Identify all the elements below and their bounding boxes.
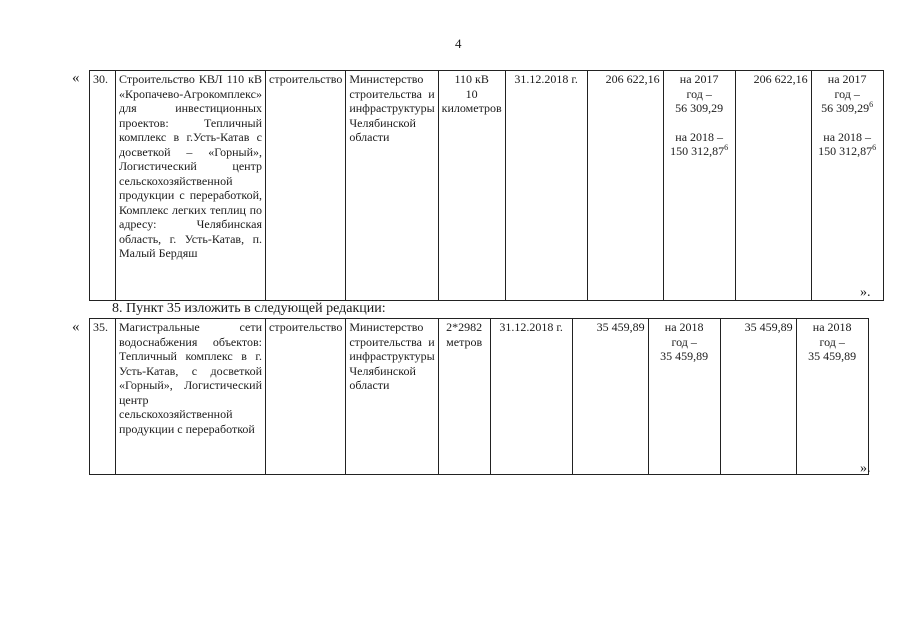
work-type: строительство (266, 319, 346, 475)
responsible-org: Министерство строительства и инфраструктуры Челябинской области (346, 319, 438, 475)
object-name: Магистральные сети водоснабжения объектов: Тепличный комплекс в г. Усть-Катав, с досветкой «Горный», Логистический центр сельскохозяйственной продукции с переработкой (116, 319, 266, 475)
object-name: Строительство КВЛ 110 кВ «Кропачево-Агрокомплекс» для инвестиционных проектов: Тепличный комплекс в г.Усть-Катав с досветкой – «Горный», Логистический центр сельскохозяйственной продукции с переработкой, Комплекс легких теплиц по адресу: Челябинская область, г. Усть-Катав, п. Малый Бердяш (116, 71, 266, 301)
item-number: 35. (90, 319, 116, 475)
total-cost: 206 622,16 (587, 71, 663, 301)
capacity: 110 кВ 10 километров (438, 71, 505, 301)
closing-quote: ». (860, 285, 871, 300)
opening-quote: « (72, 319, 80, 335)
budget-total: 206 622,16 (735, 71, 811, 301)
budget-total: 35 459,89 (720, 319, 796, 475)
capacity: 2*2982 метров (438, 319, 490, 475)
work-type: строительство (266, 71, 346, 301)
responsible-org: Министерство строительства и инфраструктуры Челябинской области (346, 71, 438, 301)
closing-quote: ». (860, 461, 871, 476)
table-row-30 (89, 70, 884, 301)
annual-breakdown: на 2018 год – 35 459,89 (648, 319, 720, 475)
completion-date: 31.12.2018 г. (505, 71, 587, 301)
completion-date: 31.12.2018 г. (490, 319, 572, 475)
budget-breakdown: на 2017 год – 56 309,29$^6$ на 2018 – 150 312,87$^6$ (811, 71, 883, 301)
opening-quote: « (72, 70, 80, 86)
item-number: 30. (90, 71, 116, 301)
total-cost: 35 459,89 (572, 319, 648, 475)
page-number: 4 (455, 36, 462, 51)
table-row-35 (89, 318, 869, 475)
annual-breakdown: на 2017 год – 56 309,29 на 2018 – 150 312,87$^6$ (663, 71, 735, 301)
budget-breakdown: на 2018 год – 35 459,89 (796, 319, 868, 475)
amendment-heading: 8. Пункт 35 изложить в следующей редакции: (112, 301, 386, 316)
